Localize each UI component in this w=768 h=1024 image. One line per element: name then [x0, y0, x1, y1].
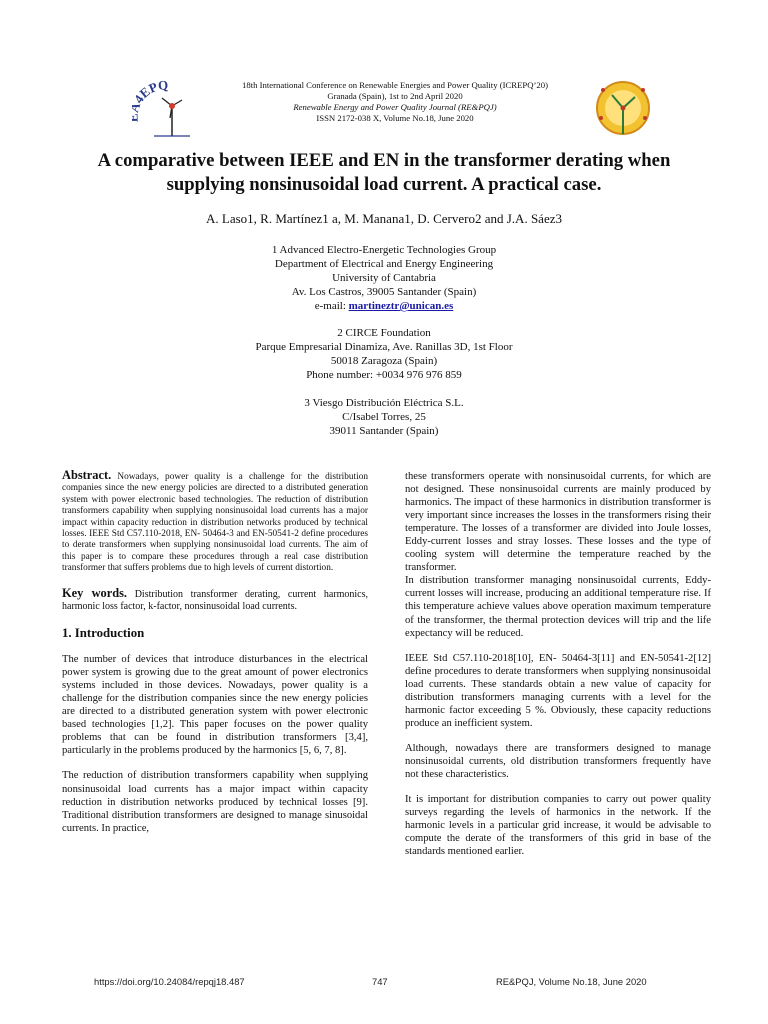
abstract-heading: Abstract.	[62, 468, 112, 482]
paper-title	[40, 149, 728, 197]
conference-header	[200, 80, 590, 124]
affiliation-1-group: 1 Advanced Electro-Energetic Technologies Group	[271, 244, 497, 256]
right-column	[405, 470, 711, 858]
affiliation-3-city: 39011 Santander (Spain)	[329, 425, 439, 437]
intro-paragraph-1: The number of devices that introduce disturbances in the electrical power system is growing due to the great amount of power electronics systems included in those devices. Nowadays, power quality is a challenge for the distribution companies since the new energy policies are directed to a distributed generation system with power electronic based technologies [1,2]. This paper focuses on the power quality problems that can be found in distribution transformers [3,4], particularly in the problems produced by the harmonics [5, 6, 7, 8].	[62, 654, 368, 757]
right-paragraph-1: these transformers operate with nonsinusoidal currents, for which are not designed. These nonsinusoidal currents are mainly produced by harmonics. The impact of these harmonics in distribution transformer is very important since increases the losses in the transformers rising their temperature. The losses of a transformer are divided into Joule losses, Eddy-current losses and stray losses. These losses and the type of cooling system will determine the temperature reached by the transformer.	[405, 471, 711, 574]
abstract	[62, 470, 368, 575]
keywords-body: Distribution transformer derating, current harmonics, harmonic loss factor, k-factor, nonsinusoidal load currents.	[62, 588, 369, 612]
right-paragraph-3: IEEE Std C57.110-2018[10], EN- 50464-3[11] and EN-50541-2[12] define procedures to derate transformers when supplying nonsinusoidal load currents. These standards obtain a new value of capacity for distribution transformers managing currents with a level for the harmonic factor exceeding 5 %. Obviously, these capacity reductions produce an inefficient system.	[405, 652, 711, 729]
footer-page-number: 747	[372, 976, 388, 987]
abstract-body: Nowadays, power quality is a challenge for the distribution companies since the new energy policies are directed to a distributed generation system with power electronic based technologies. The reduction of distribution transformers capability when supplying nonsinusoidal load currents has a major impact within capacity reduction in distribution networks produced by technical losses. IEEE Std C57.110-2018, EN- 50464-3 and EN-50541-2 define procedures to derate transformers when supplying nonsinusoidal load currents. The aim of this paper is to compare these procedures through a real case distribution transformer that suffers problems due to high levels of current distortion.	[62, 472, 369, 574]
issn-line: ISSN 2172-038 X, Volume No.18, June 2020	[316, 113, 474, 123]
left-column	[62, 470, 368, 835]
journal-name: Renewable Energy and Power Quality Journal (RE&PQJ)	[293, 102, 497, 112]
ea4epq-wind-turbine-logo	[132, 78, 198, 138]
affiliation-2	[40, 326, 728, 382]
affiliation-2-phone: Phone number: +0034 976 976 859	[306, 369, 462, 381]
intro-paragraph-2: The reduction of distribution transformers capability when supplying nonsinusoidal load currents has a major impact within capacity reduction in distribution networks produced by technical losses [9]. Traditional distribution transformers are designed to manage sinusoidal currents. In practice,	[62, 770, 368, 834]
author-list: A. Laso1, R. Martínez1 a, M. Manana1, D. Cervero2 and J.A. Sáez3	[206, 211, 562, 226]
title-line-1: A comparative between IEEE and EN in the transformer derating when	[97, 150, 671, 171]
footer-journal: RE&PQJ, Volume No.18, June 2020	[496, 976, 647, 987]
affiliation-1-university: University of Cantabria	[332, 272, 436, 284]
affiliation-1-address: Av. Los Castros, 39005 Santander (Spain)	[291, 286, 477, 298]
affiliation-3-street: C/Isabel Torres, 25	[342, 411, 426, 423]
section-heading-introduction: 1. Introduction	[62, 626, 145, 641]
title-line-2: supplying nonsinusoidal load current. A practical case.	[166, 174, 602, 195]
right-paragraph-2: In distribution transformer managing nonsinusoidal currents, Eddy-current losses will increase, producing an additional temperature rise. If this temperature achieve values above operation maximum temperature of the transformer, the thermal protection devices will trip and the life expectancy will be reduced.	[405, 575, 711, 639]
affiliation-2-name: 2 CIRCE Foundation	[337, 327, 431, 339]
affiliation-1-email-line	[40, 299, 728, 313]
svg-text:EA4EPQ	[132, 78, 169, 122]
email-link[interactable]: martineztr@unican.es	[348, 300, 454, 312]
keywords-heading: Key words.	[62, 585, 128, 600]
affiliation-3-name: 3 Viesgo Distribución Eléctrica S.L.	[304, 397, 464, 409]
affiliation-3	[40, 396, 728, 438]
email-label: e-mail:	[314, 300, 349, 312]
right-paragraph-4: Although, nowadays there are transformers designed to manage nonsinusoidal currents, old distribution transformers frequently have not these characteristics.	[405, 742, 711, 780]
affiliation-1	[40, 243, 728, 313]
logo-left-text: 4EPQ	[132, 78, 169, 106]
keywords	[62, 587, 368, 613]
conference-location: Granada (Spain), 1st to 2nd April 2020	[327, 91, 463, 101]
affiliation-2-city: 50018 Zaragoza (Spain)	[330, 355, 438, 367]
icrepq-sun-turbine-logo	[593, 78, 653, 138]
right-paragraph-5: It is important for distribution companies to carry out power quality surveys regarding the levels of harmonics in the network. If the harmonic levels in a particular grid increase, it would be advisable to compute the derate of the transformers of this grid in base of the standards mentioned earlier.	[405, 794, 711, 858]
affiliation-2-address: Parque Empresarial Dinamiza, Ave. Ranillas 3D, 1st Floor	[255, 341, 513, 353]
conference-name: 18th International Conference on Renewable Energies and Power Quality (ICREPQ’20)	[242, 80, 548, 90]
icrepq-logo	[593, 78, 653, 138]
affiliation-1-department: Department of Electrical and Energy Engineering	[274, 258, 494, 270]
ea4epq-logo	[132, 78, 198, 138]
footer-doi-link[interactable]: https://doi.org/10.24084/repqj18.487	[94, 976, 245, 987]
